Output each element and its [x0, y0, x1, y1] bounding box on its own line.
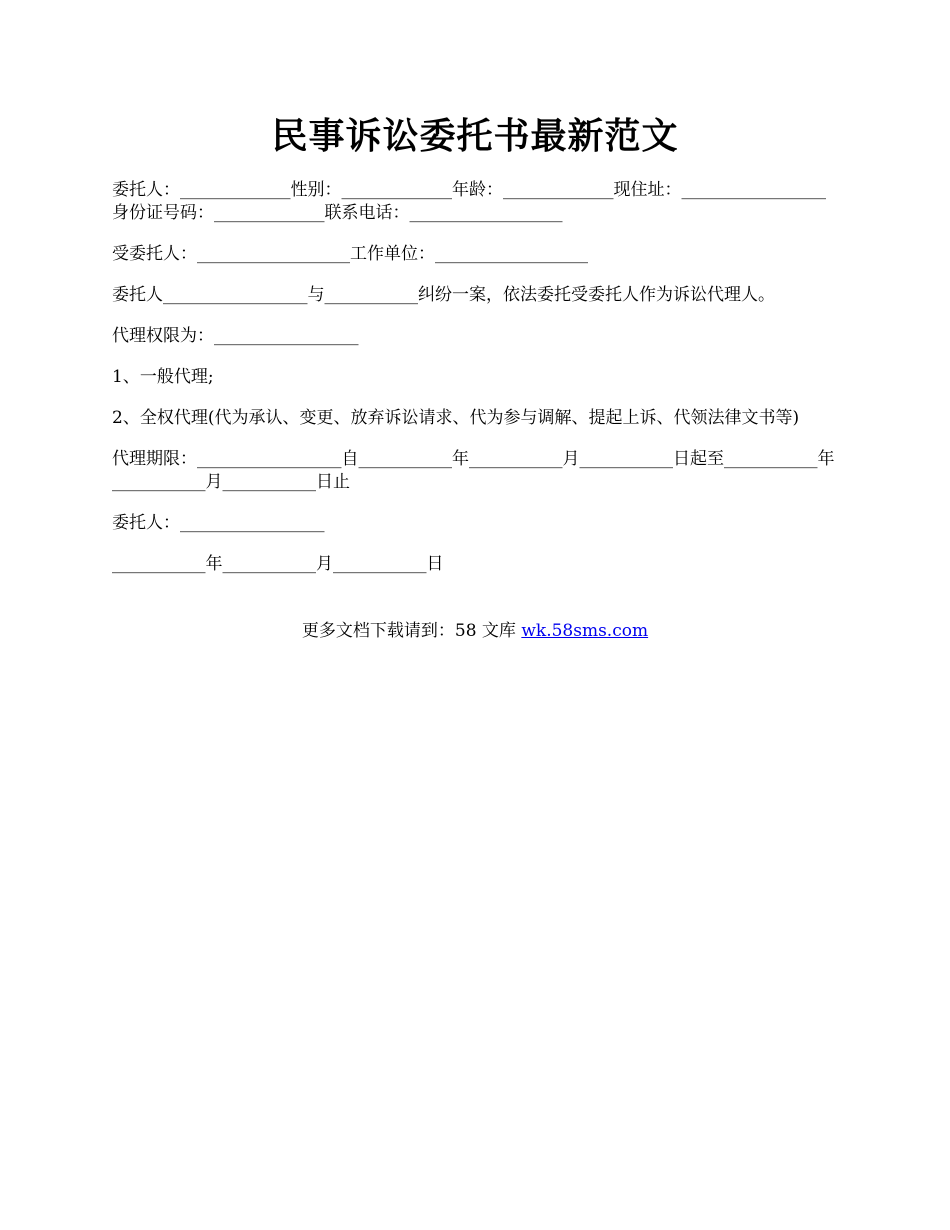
paragraph-general-agency: 1、一般代理; — [112, 367, 214, 387]
paragraph-full-agency: 2、全权代理(代为承认、变更、放弃诉讼请求、代为参与调解、提起上诉、代领法律文书等) — [112, 408, 800, 428]
footer-link[interactable]: wk.58sms.com — [521, 621, 649, 641]
document-body — [112, 179, 839, 594]
paragraph-authority-scope: 代理权限为：_________________ — [112, 326, 359, 346]
download-footer — [0, 620, 950, 643]
paragraph-agent-info: 受委托人：__________________工作单位：__________________ — [112, 244, 588, 264]
document-title: 民事诉讼委托书最新范文 — [271, 115, 679, 157]
paragraph-principal-info: 委托人：_____________性别：_____________年龄：_____________现住址：_________________身份证号码：_____________联系电话：__________________ — [112, 180, 826, 223]
footer-text: 更多文档下载请到：58 文库 — [301, 621, 522, 641]
paragraph-agency-period: 代理期限：_________________自___________年___________月___________日起至___________年___________月___________日止 — [112, 449, 835, 492]
paragraph-case-statement: 委托人_________________与___________纠纷一案，依法委托受委托人作为诉讼代理人。 — [112, 285, 775, 305]
paragraph-principal-signature: 委托人：_________________ — [112, 513, 325, 533]
paragraph-date-line: ___________年___________月___________日 — [112, 554, 444, 574]
